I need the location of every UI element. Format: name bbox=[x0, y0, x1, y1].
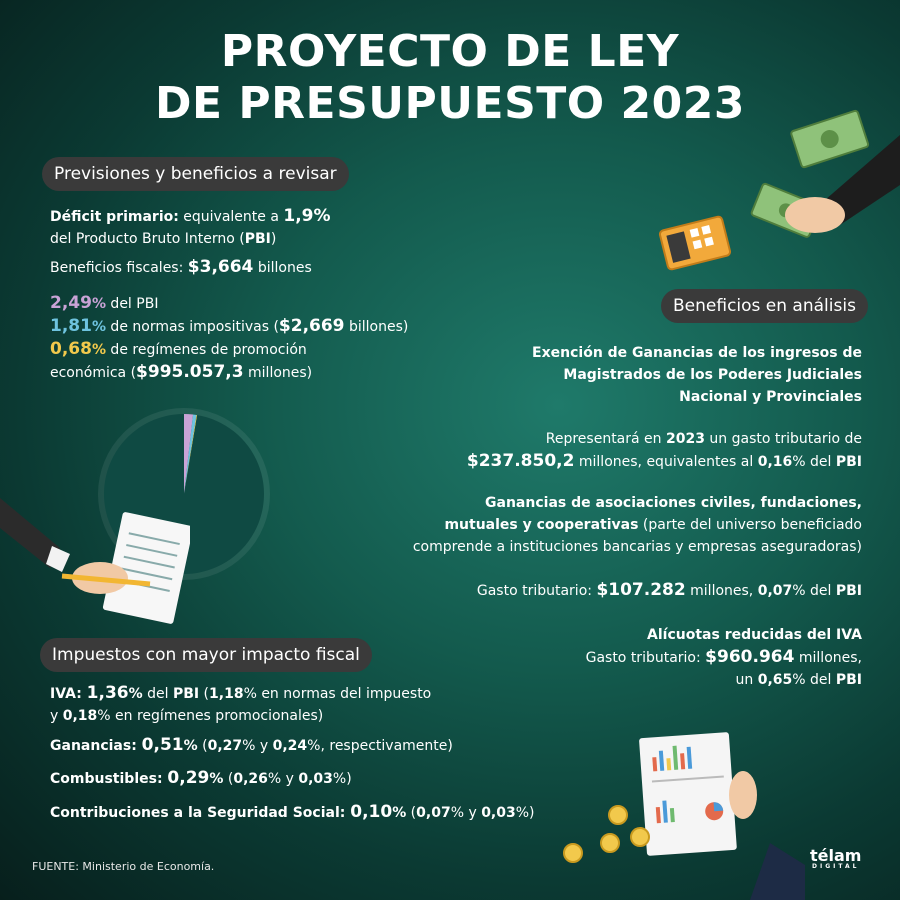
gan-text3: %, respectivamente) bbox=[307, 738, 453, 754]
ss-v3: 0,03 bbox=[481, 805, 516, 821]
b5-title: Alícuotas reducidas del IVA bbox=[647, 627, 862, 643]
pct1-value: 2,49 bbox=[50, 293, 92, 313]
iva-text1: del bbox=[142, 686, 173, 702]
telam-logo bbox=[810, 846, 861, 870]
pct2-text: de normas impositivas ( bbox=[105, 319, 279, 335]
title-line-2: DE PRESUPUESTO 2023 bbox=[155, 78, 745, 129]
iva-text bbox=[50, 682, 431, 727]
comb-text1: ( bbox=[223, 771, 234, 787]
title-line-1: PROYECTO DE LEY bbox=[220, 26, 680, 77]
benef-text bbox=[50, 256, 312, 279]
benefit-3 bbox=[586, 624, 862, 691]
deficit-label: Déficit primario: bbox=[50, 209, 179, 225]
b5-line3b: % del bbox=[792, 672, 836, 688]
deficit-pbi: PBI bbox=[244, 231, 271, 247]
ss-sym: % bbox=[392, 805, 407, 821]
report-sheet-icon bbox=[639, 732, 737, 856]
b3-line2b: (parte del universo beneficiado bbox=[638, 517, 862, 533]
ganancias-text bbox=[50, 734, 453, 757]
benef-value: $3,664 bbox=[187, 257, 254, 277]
b5-label: Gasto tributario: bbox=[585, 650, 706, 666]
pct-breakdown bbox=[50, 292, 408, 384]
iva-line2b: % en regímenes promocionales) bbox=[97, 708, 324, 724]
iva-sym: % bbox=[128, 686, 143, 702]
b2-line2a: millones, equivalentes al bbox=[574, 454, 758, 470]
coin-icon bbox=[631, 828, 649, 846]
b2-line1b: un gasto tributario de bbox=[704, 431, 862, 447]
iva-text3: % en normas del impuesto bbox=[243, 686, 432, 702]
ss-v2: 0,07 bbox=[416, 805, 451, 821]
b1-line2: Magistrados de los Poderes Judiciales bbox=[563, 367, 862, 383]
pct2-tail: billones) bbox=[344, 319, 409, 335]
source-note: FUENTE: Ministerio de Economía. bbox=[32, 860, 215, 873]
hand-shape-bottom bbox=[729, 771, 757, 819]
comb-value: 0,29 bbox=[167, 768, 210, 788]
iva-value: 1,36 bbox=[86, 683, 129, 703]
ss-value: 0,10 bbox=[350, 802, 393, 822]
comb-v2: 0,26 bbox=[233, 771, 268, 787]
iva-pbi: PBI bbox=[172, 686, 200, 702]
seguridad-social-text bbox=[50, 801, 535, 824]
b4-pbi: PBI bbox=[835, 583, 862, 599]
section-label-beneficios: Beneficios en análisis bbox=[661, 289, 868, 323]
combustibles-text bbox=[50, 767, 352, 790]
b3-line2a: mutuales y cooperativas bbox=[444, 517, 639, 533]
section-label-impuestos: Impuestos con mayor impacto fiscal bbox=[40, 638, 372, 672]
pct3-amount: $995.057,3 bbox=[136, 362, 244, 382]
section-label-previsiones: Previsiones y beneficios a revisar bbox=[42, 157, 349, 191]
b5-text: millones, bbox=[794, 650, 862, 666]
logo-text: télam bbox=[810, 846, 862, 865]
b2-pct: 0,16 bbox=[757, 454, 793, 470]
b1-line3: Nacional y Provinciales bbox=[679, 389, 862, 405]
comb-text2: % y bbox=[267, 771, 299, 787]
gan-text2: % y bbox=[242, 738, 273, 754]
gan-label: Ganancias: bbox=[50, 738, 142, 754]
hand-shape-right bbox=[785, 197, 845, 233]
coin-icon bbox=[601, 834, 619, 852]
iva-text2: ( bbox=[199, 686, 210, 702]
deficit-value: 1,9% bbox=[283, 206, 331, 226]
deficit-line2c: ) bbox=[270, 231, 277, 247]
b2-amount: $237.850,2 bbox=[466, 451, 575, 471]
deficit-line2a: del Producto Bruto Interno ( bbox=[50, 231, 245, 247]
sleeve-shape-bottom bbox=[750, 843, 805, 900]
b4-text: millones, bbox=[685, 583, 758, 599]
comb-text3: %) bbox=[332, 771, 352, 787]
pct3-line2a: económica ( bbox=[50, 365, 137, 381]
deficit-text bbox=[50, 205, 331, 250]
b5-pct: 0,65 bbox=[757, 672, 793, 688]
pct3-value: 0,68 bbox=[50, 339, 92, 359]
b4-pct: 0,07 bbox=[757, 583, 793, 599]
money-hand-illustration bbox=[655, 105, 900, 275]
iva-label: IVA: bbox=[50, 686, 87, 702]
coin-icon bbox=[609, 806, 627, 824]
deficit-connector: equivalente a bbox=[178, 209, 284, 225]
iva-line2a: y bbox=[50, 708, 63, 724]
ss-text3: %) bbox=[515, 805, 535, 821]
report-hand-illustration bbox=[555, 725, 805, 900]
ss-text2: % y bbox=[450, 805, 482, 821]
benefit-1-title bbox=[532, 342, 862, 408]
pct3-text: de regímenes de promoción bbox=[105, 342, 307, 358]
b5-amount: $960.964 bbox=[705, 647, 795, 667]
pct2-sym: % bbox=[91, 319, 106, 335]
hand-writing-illustration bbox=[0, 488, 190, 633]
comb-sym: % bbox=[209, 771, 224, 787]
pct3-sym: % bbox=[91, 342, 106, 358]
b2-pbi: PBI bbox=[835, 454, 862, 470]
pct3-tail: millones) bbox=[243, 365, 313, 381]
b2-line2b: % del bbox=[792, 454, 836, 470]
pct2-value: 1,81 bbox=[50, 316, 92, 336]
b4-amount: $107.282 bbox=[596, 580, 686, 600]
b3-line1: Ganancias de asociaciones civiles, fundaciones, bbox=[485, 495, 862, 511]
b5-line3a: un bbox=[735, 672, 758, 688]
logo-subtext: DIGITAL bbox=[811, 863, 860, 870]
benefit-1-detail bbox=[467, 428, 862, 473]
b5-pbi: PBI bbox=[835, 672, 862, 688]
gan-v2: 0,27 bbox=[207, 738, 243, 754]
pct1-sym: % bbox=[91, 296, 106, 312]
comb-v3: 0,03 bbox=[298, 771, 333, 787]
b4-label: Gasto tributario: bbox=[476, 583, 597, 599]
comb-label: Combustibles: bbox=[50, 771, 168, 787]
benefit-2-detail bbox=[477, 579, 862, 602]
coin-icon bbox=[564, 844, 582, 862]
gan-value: 0,51 bbox=[141, 735, 184, 755]
benef-label: Beneficios fiscales: bbox=[50, 260, 188, 276]
b4-text2: % del bbox=[792, 583, 836, 599]
ss-text1: ( bbox=[406, 805, 417, 821]
iva-v3: 0,18 bbox=[62, 708, 98, 724]
gan-v3: 0,24 bbox=[272, 738, 308, 754]
gan-sym: % bbox=[183, 738, 198, 754]
b2-line1a: Representará en bbox=[545, 431, 666, 447]
pct1-text: del PBI bbox=[105, 296, 159, 312]
pct2-amount: $2,669 bbox=[278, 316, 345, 336]
b1-line1: Exención de Ganancias de los ingresos de bbox=[532, 345, 862, 361]
benefit-2-title bbox=[413, 492, 862, 558]
b2-year: 2023 bbox=[665, 431, 705, 447]
banknote-icon bbox=[791, 110, 869, 168]
iva-v2: 1,18 bbox=[209, 686, 244, 702]
gan-text1: ( bbox=[197, 738, 208, 754]
b3-line3: comprende a instituciones bancarias y empresas aseguradoras) bbox=[412, 539, 862, 555]
calculator-icon bbox=[659, 216, 731, 270]
ss-label: Contribuciones a la Seguridad Social: bbox=[50, 805, 351, 821]
benef-unit: billones bbox=[253, 260, 312, 276]
